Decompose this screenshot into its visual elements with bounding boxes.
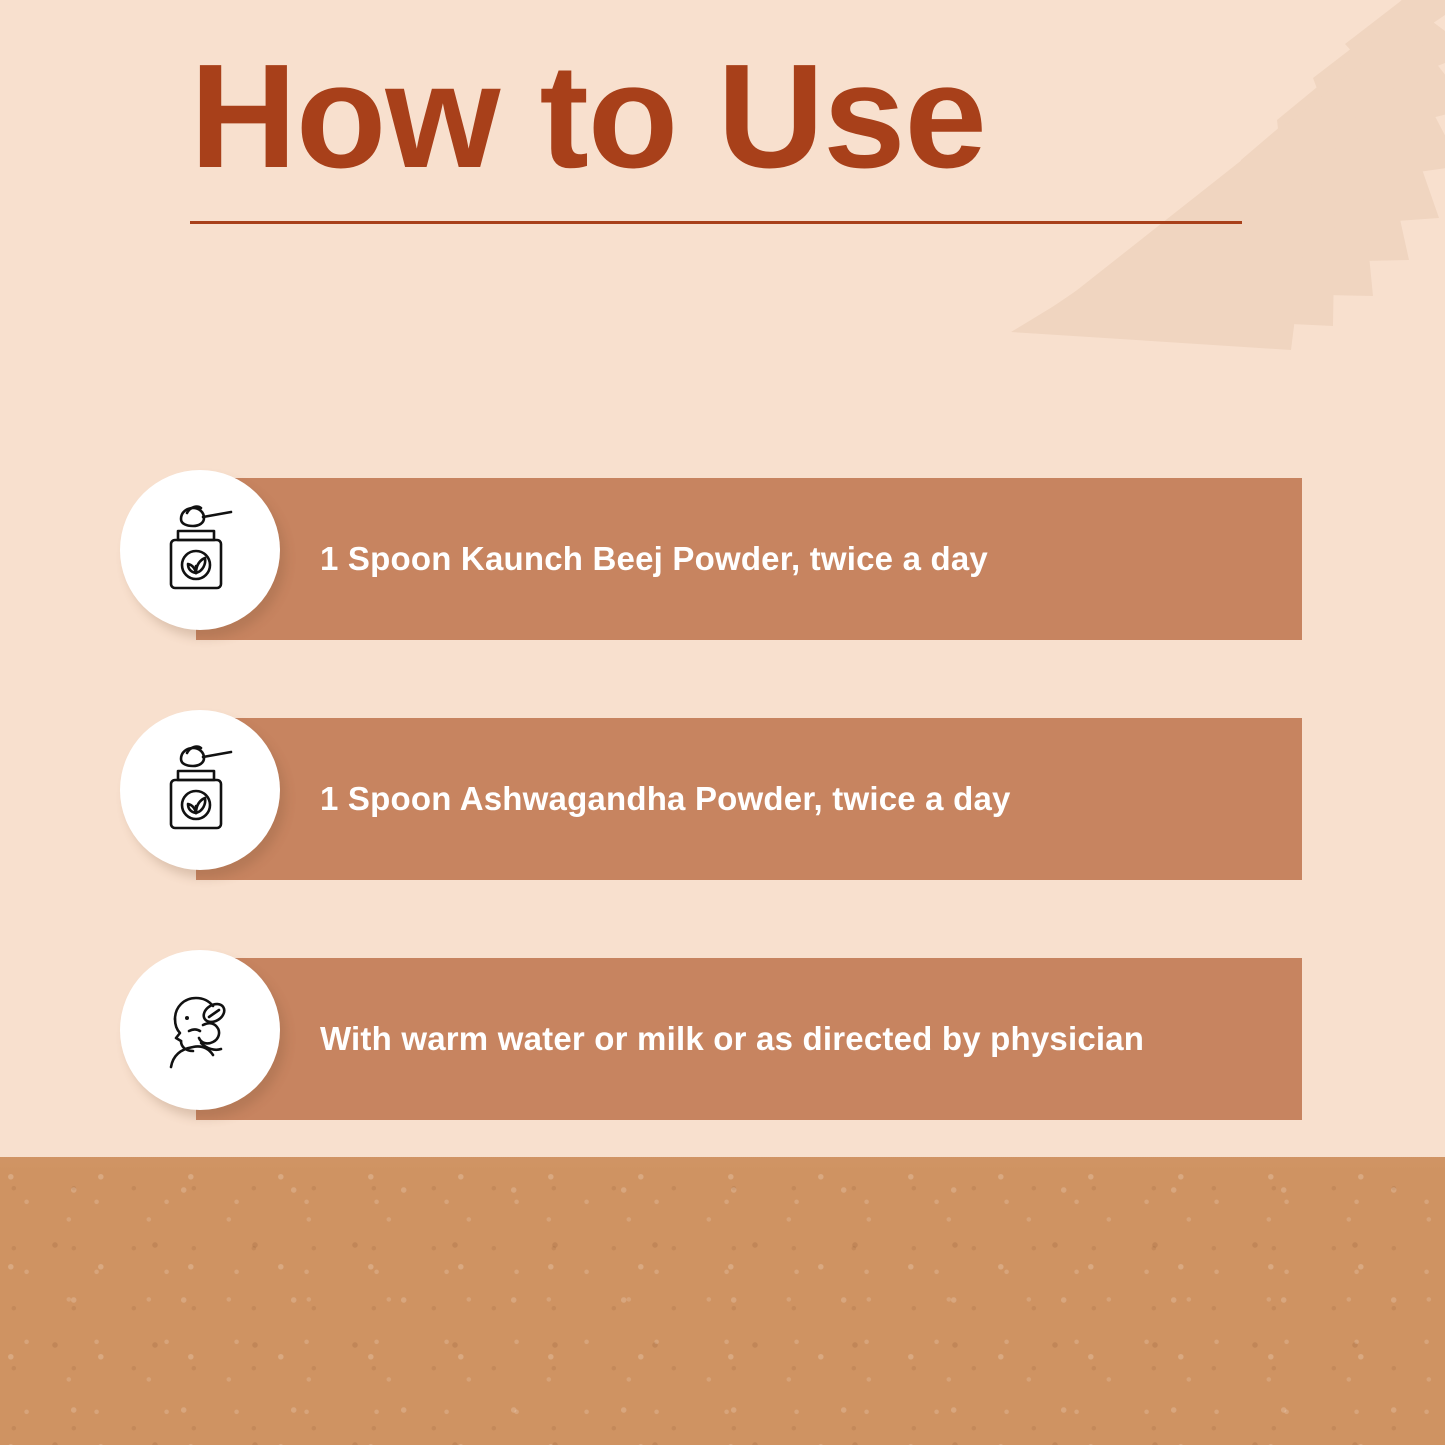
step-label: 1 Spoon Ashwagandha Powder, twice a day bbox=[320, 780, 1011, 817]
page-title: How to Use bbox=[190, 34, 986, 199]
steps-list bbox=[0, 478, 1445, 1198]
step-label: With warm water or milk or as directed by physician bbox=[320, 1020, 1145, 1057]
page-title-block bbox=[190, 34, 1250, 224]
person-drinking-icon bbox=[120, 950, 280, 1110]
list-item bbox=[0, 718, 1445, 880]
list-item bbox=[0, 958, 1445, 1120]
title-underline-rule bbox=[190, 221, 1242, 224]
step-label: 1 Spoon Kaunch Beej Powder, twice a day bbox=[320, 540, 988, 577]
list-item bbox=[0, 478, 1445, 640]
powder-jar-with-spoon-icon bbox=[120, 710, 280, 870]
powder-jar-with-spoon-icon bbox=[120, 470, 280, 630]
bottom-texture-band bbox=[0, 1157, 1445, 1445]
band-top-edge bbox=[0, 1157, 1445, 1171]
